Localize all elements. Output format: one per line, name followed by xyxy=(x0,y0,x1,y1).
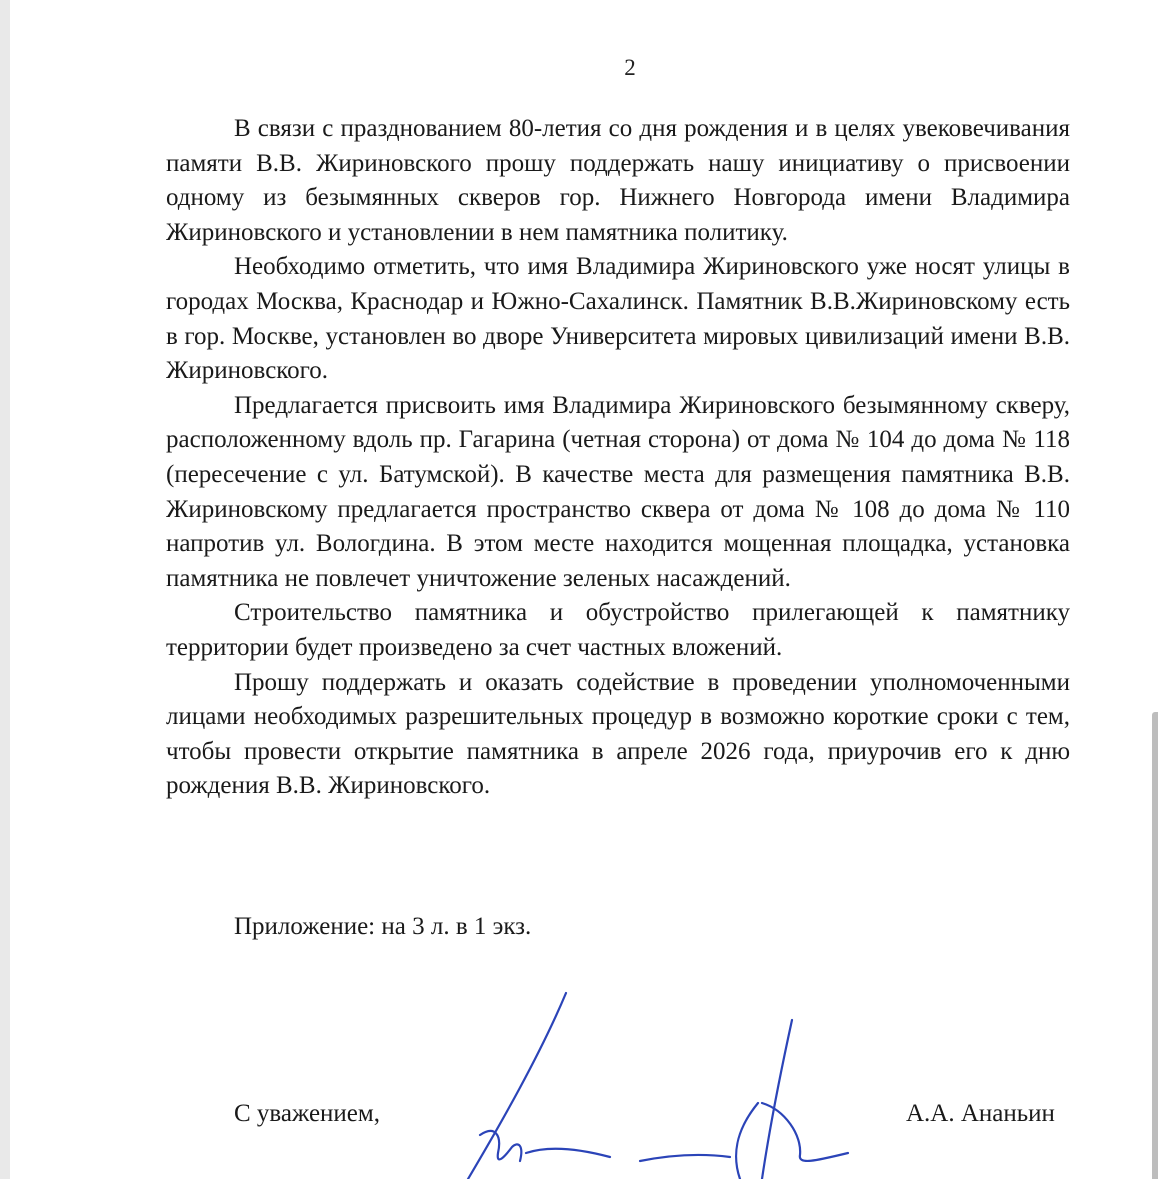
document-page xyxy=(10,0,1158,1179)
appendix-note: Приложение: на 3 л. в 1 экз. xyxy=(234,913,532,940)
page-number: 2 xyxy=(624,55,636,80)
signatory-name: А.А. Ананьин xyxy=(906,1100,1055,1127)
paragraph-3: Предлагается присвоить имя Владимира Жириновского безымянному скверу, расположенному вдоль пр. Гагарина (четная сторона) от дома № 104 до дома № 118 (пересечение с ул. Батумской). В качестве места для размещения памятника В.В. Жириновскому предлагается пространство сквера от дома № 108 до дома № 110 напротив ул. Вологдина. В этом месте находится мощенная площадка, установка памятника не повлечет уничтожение зеленых насаждений. xyxy=(166,391,1070,592)
paragraph-1: В связи с празднованием 80-летия со дня рождения и в целях увековечивания памяти В.В. Жириновского прошу поддержать нашу инициативу о присвоении одному из безымянных скверов гор. Нижнего Новгорода имени Владимира Жириновского и установлении в нем памятника политику. xyxy=(166,115,1070,246)
paragraph-4: Строительство памятника и обустройство прилегающей к памятнику территории будет произведено за счет частных вложений. xyxy=(166,599,1070,661)
paragraph-5: Прошу поддержать и оказать содействие в проведении уполномоченными лицами необходимых разрешительных процедур в возможно короткие сроки с тем, чтобы провести открытие памятника в апреле 2026 года, приурочив его к дню рождения В.В. Жириновского. xyxy=(166,668,1070,800)
closing-regards: С уважением, xyxy=(234,1100,380,1127)
scrollbar[interactable] xyxy=(1152,712,1158,1179)
handwritten-signature xyxy=(440,985,880,1179)
paragraph-2: Необходимо отметить, что имя Владимира Жириновского уже носят улицы в городах Москва, Краснодар и Южно-Сахалинск. Памятник В.В.Жириновскому есть в гор. Москве, установлен во дворе Университета мировых цивилизаций имени В.В. Жириновского. xyxy=(166,253,1070,385)
letter-body xyxy=(166,112,1070,804)
